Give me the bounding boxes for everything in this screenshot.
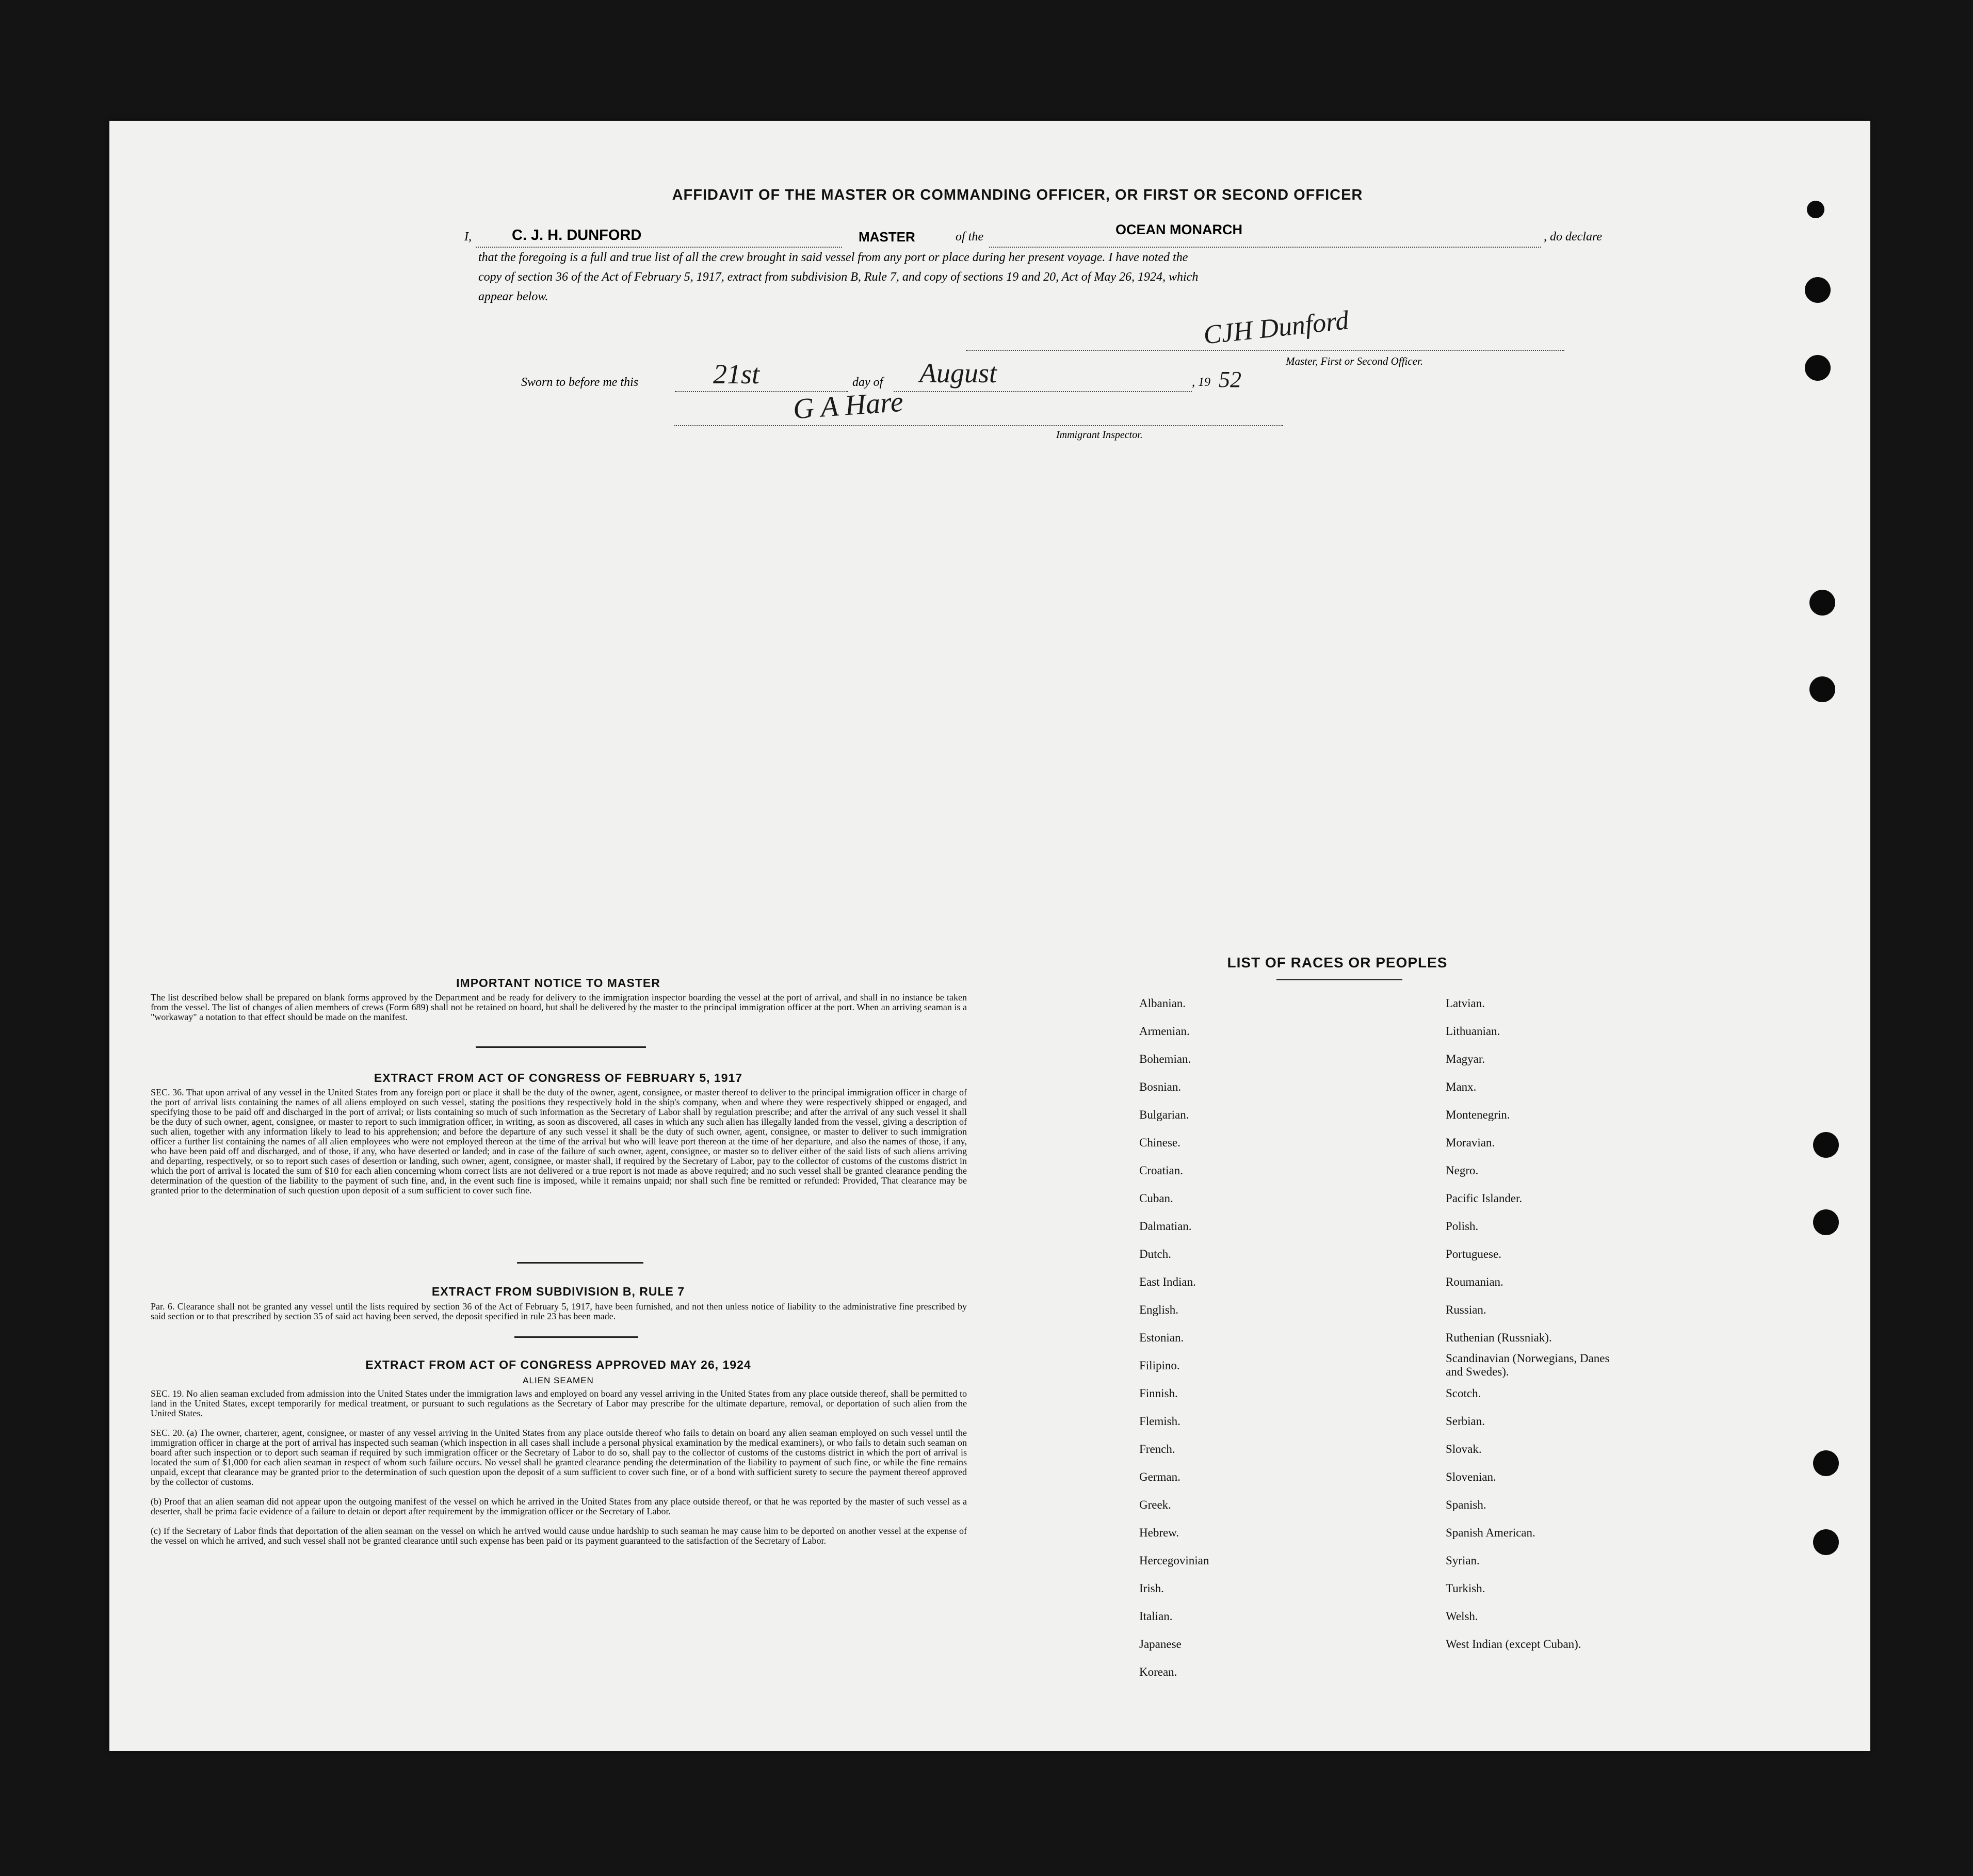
divider [1276,979,1402,980]
master-name: C. J. H. DUNFORD [512,227,642,244]
race-item: Portuguese. [1446,1248,1501,1260]
sworn-year: 52 [1219,367,1241,392]
punch-hole [1809,676,1835,702]
race-item: Cuban. [1139,1192,1173,1205]
bleed-through-text [852,464,859,477]
officer-caption: Master, First or Second Officer. [1286,355,1423,367]
affidavit-sheet [109,121,1870,1751]
do-declare-label: , do declare [1544,230,1603,244]
affidavit-body-line-2: copy of section 36 of the Act of February 5, 1917, extract from subdivision B, Rule 7, and copy of sections 19 and 20, Act of May 26, 1924, which [478,270,1199,284]
affidavit-title: AFFIDAVIT OF THE MASTER OR COMMANDING OFFICER, OR FIRST OR SECOND OFFICER [672,187,1363,203]
race-item: Bohemian. [1139,1053,1191,1065]
race-item: Latvian. [1446,997,1485,1010]
extract-rule7-text: Par. 6. Clearance shall not be granted any vessel until the lists required by section 36 of the Act of February 5, 1917, have been furnished, and not then unless notice of liability to the administrative fine prescribed by said section or to that prescribed by section 35 of said act having been served, the deposit specified in rule 23 has been made. [151,1301,967,1321]
punch-hole [1805,355,1831,381]
master-signature-line [966,350,1564,351]
race-item: French. [1139,1443,1175,1455]
punch-hole [1805,277,1831,303]
race-item: Montenegrin. [1446,1108,1510,1121]
inspector-caption: Immigrant Inspector. [1056,429,1143,441]
divider [514,1336,638,1338]
inspector-signature-line [674,425,1283,426]
race-item: Magyar. [1446,1053,1485,1065]
extract-1924-subtitle: ALIEN SEAMEN [523,1376,594,1385]
extract-1924-sec20a: SEC. 20. (a) The owner, charterer, agent, consignee, or master of any vessel arriving in the United States from any place outside thereof who fails to detain on board any alien seaman employed on such vessel until the immigration officer in charge at the port of arrival has inspected such seaman (which inspection in all cases shall include a personal physical examination by the medical examiners), or who fails to detain such seaman on board after such inspection or to deport such seaman if required by such immigration officer or the Secretary of Labor to do so, shall pay to the collector of customs of the customs district in which the port of arrival is located the sum of $1,000 for each alien seaman in respect of whom such failure occurs. No vessel shall be granted clearance pending the determination of the liability to payment of such fine, or while the fine remains unpaid, except that clearance may be granted prior to the determination of such question upon the deposit of a sum sufficient to cover such fine, or of a bond with sufficient surety to secure the payment thereof approved by the collector of customs. [151,1428,967,1487]
race-item: Hebrew. [1139,1526,1179,1539]
race-item: Dalmatian. [1139,1220,1192,1233]
race-item: Spanish. [1446,1498,1486,1511]
extract-1924-title: EXTRACT FROM ACT OF CONGRESS APPROVED MAY 26, 1924 [365,1358,751,1371]
race-item: Italian. [1139,1610,1173,1623]
race-item: Filipino. [1139,1359,1180,1372]
race-item: Chinese. [1139,1136,1180,1149]
race-item: German. [1139,1470,1180,1483]
race-item: Manx. [1446,1080,1477,1093]
race-item: Spanish American. [1446,1526,1535,1539]
race-item: Bulgarian. [1139,1108,1189,1121]
race-item: Estonian. [1139,1331,1184,1344]
sworn-day: 21st [713,359,760,390]
races-column-2 [1446,990,1621,1658]
notice-title: IMPORTANT NOTICE TO MASTER [456,976,660,990]
sworn-prefix: Sworn to before me this [521,376,639,389]
race-item: Greek. [1139,1498,1171,1511]
extract-rule7-title: EXTRACT FROM SUBDIVISION B, RULE 7 [431,1285,685,1298]
race-item: Moravian. [1446,1136,1495,1149]
race-item: Croatian. [1139,1164,1183,1177]
extract-1924-sec20c: (c) If the Secretary of Labor finds that deportation of the alien seaman on the vessel on which he arrived would cause undue hardship to such seaman he may cause him to be deported on another vessel at the expense of the vessel on which he arrived, and such vessel shall not be granted clearance until such expense has been paid or its payment guaranteed to the satisfaction of the Secretary of Labor. [151,1526,967,1546]
name-field-line [476,247,842,248]
master-signature: CJH Dunford [1202,305,1350,350]
punch-hole [1807,201,1824,218]
race-item: Albanian. [1139,997,1186,1010]
race-item: Hercegovinian [1139,1554,1209,1567]
vessel-field-line [989,247,1541,248]
punch-hole [1809,590,1835,616]
race-item: Finnish. [1139,1387,1178,1400]
race-item: Bosnian. [1139,1080,1182,1093]
i-prefix: I, [464,230,472,244]
race-item: Scandinavian (Norwegians, Danes and Swedes). [1446,1352,1610,1378]
sworn-month: August [919,358,997,389]
day-of-label: day of [852,376,883,389]
race-item: English. [1139,1303,1179,1316]
races-title: LIST OF RACES OR PEOPLES [1227,955,1448,971]
affidavit-body-line-1: that the foregoing is a full and true list of all the crew brought in said vessel from any port or place during her present voyage. I have noted the [478,251,1188,264]
race-item: Welsh. [1446,1610,1478,1623]
punch-hole [1813,1450,1839,1476]
race-item: Roumanian. [1446,1275,1503,1288]
race-item: Syrian. [1446,1554,1480,1567]
extract-1917-text: SEC. 36. That upon arrival of any vessel in the United States from any foreign port or place it shall be the duty of the owner, agent, consignee, or master thereof to deliver to the principal immigration officer in charge of the port of arrival lists containing the names of all aliens employed on such vessel, stating the positions they respectively hold in the ship's company, when and where they were respectively shipped or engaged, and specifying those to be paid off and discharged in the port of arrival; or lists containing so much of such information as the Secretary of Labor shall by regulation prescribe; and after the arrival of any such vessel it shall be the duty of such owner, agent, consignee, or master to report to such immigration officer, in writing, as soon as discovered, all cases in which any such alien has illegally landed from the vessel, giving a description of such alien, together with any information likely to lead to his apprehension; and before the departure of any such vessel it shall be the duty of such owner, agent, consignee, or master to deliver to such immigration officer a further list containing the names of all alien employees who were not employed thereon at the time of the arrival but who will leave port thereon at the time of her departure, and also the names of those, if any, who have been paid off and discharged, and of those, if any, who have deserted or landed; and in case of the failure of such owner, agent, consignee, or master so to deliver either of the said lists of such aliens arriving and departing, respectively, or so to report such cases of desertion or landing, such owner, agent, consignee, or master shall, if required by the Secretary of Labor, pay to the collector of customs of the customs district in which the port of arrival is located the sum of $10 for each alien concerning whom correct lists are not delivered or a true report is not made as above required; and no such vessel shall be granted clearance pending the determination of the question of the liability to the payment of such fine, and, in the event such fine is imposed, while it remains unpaid; nor shall such fine be remitted or refunded: Provided, That clearance may be granted prior to the determination of such question upon deposit of a sum sufficient to cover such fine. [151,1087,967,1195]
race-item: Slovenian. [1446,1470,1496,1483]
race-item: Japanese [1139,1638,1182,1651]
year-prefix: , 19 [1192,376,1210,389]
of-the-label: of the [956,230,983,244]
extract-1924-sec19: SEC. 19. No alien seaman excluded from admission into the United States under the immigration laws and employed on board any vessel arriving in the United States from any place outside thereof, shall be permitted to land in the United States, except temporarily for medical treatment, or pursuant to such regulations as the Secretary of Labor may prescribe for the ultimate departure, removal, or deportation of such alien from the United States. [151,1388,967,1418]
race-item: West Indian (except Cuban). [1446,1638,1581,1651]
divider [476,1046,646,1048]
punch-hole [1813,1209,1839,1235]
race-item: Dutch. [1139,1248,1171,1260]
race-item: Negro. [1446,1164,1479,1177]
position-title: MASTER [859,229,915,245]
race-item: Serbian. [1446,1415,1485,1428]
race-item: Slovak. [1446,1443,1482,1455]
notice-text: The list described below shall be prepared on blank forms approved by the Department and be ready for delivery to the immigration inspector boarding the vessel at the port of arrival, and shall in no instance be taken from the vessel. The list of changes of alien members of crews (Form 689) shall not be retained on board, but shall be delivered by the master to the principal immigration officer at the port. When an arriving seaman is a "workaway" a notation to that effect should be made on the manifest. [151,992,967,1022]
race-item: Irish. [1139,1582,1164,1595]
race-item: Pacific Islander. [1446,1192,1523,1205]
extract-1917-title: EXTRACT FROM ACT OF CONGRESS OF FEBRUARY 5, 1917 [374,1071,743,1085]
race-item: Flemish. [1139,1415,1180,1428]
sworn-month-line [894,391,1192,392]
punch-hole [1813,1132,1839,1158]
race-item: Turkish. [1446,1582,1485,1595]
extract-1924-sec20b: (b) Proof that an alien seaman did not appear upon the outgoing manifest of the vessel on which he arrived in the United States from any place outside thereof, or that he was reported by the master of such vessel as a deserter, shall be prima facie evidence of a failure to detain or deport after requirement by the immigration officer or the Secretary of Labor. [151,1496,967,1516]
race-item: Russian. [1446,1303,1486,1316]
affidavit-body-line-3: appear below. [478,290,548,303]
races-column-1 [1139,990,1209,1686]
punch-hole [1813,1529,1839,1555]
race-item: Polish. [1446,1220,1479,1233]
divider [517,1262,643,1264]
inspector-signature: G A Hare [792,385,904,426]
race-item: Scotch. [1446,1387,1481,1400]
race-item: Ruthenian (Russniak). [1446,1331,1552,1344]
race-item: East Indian. [1139,1275,1196,1288]
race-item: Korean. [1139,1665,1177,1678]
race-item: Armenian. [1139,1025,1190,1038]
vessel-name: OCEAN MONARCH [1115,222,1242,237]
race-item: Lithuanian. [1446,1025,1500,1038]
